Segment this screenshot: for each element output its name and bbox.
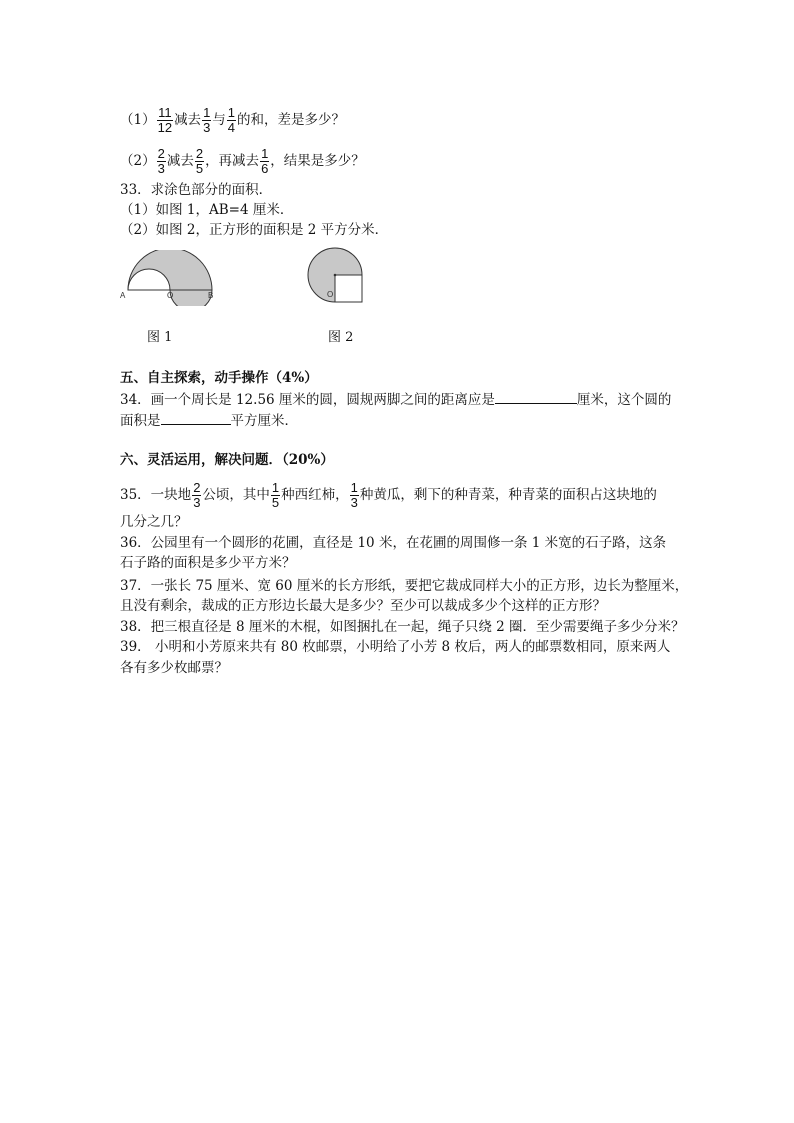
q37-line2: 且没有剩余，裁成的正方形边长最大是多少？至少可以裁成多少个这样的正方形？ [120, 598, 606, 614]
q36-line1: 36．公园里有一个圆形的花圃，直径是 10 米，在花圃的周围修一条 1 米宽的石子路，这条 [120, 535, 667, 551]
label-a: A [120, 291, 126, 300]
label-o: O [327, 290, 334, 299]
q32-part1: （1） $\frac{11}{12}$ 减去 $\frac{1}{3}$ 与 $\frac{1}{4}$ 的和，差是多少？ [120, 105, 346, 135]
q37-line1: 37．一张长 75 厘米、宽 60 厘米的长方形纸，要把它裁成同样大小的正方形，边长为整厘米， [120, 578, 689, 594]
section6-heading: 六、灵活运用，解决问题．（20%） [120, 452, 334, 468]
q39-line2: 各有多少枚邮票？ [120, 660, 228, 676]
fraction: $\frac{2}{3}$ [193, 480, 201, 510]
q38: 38．把三根直径是 8 厘米的木棍，如图捆扎在一起，绳子只绕 2 圈．至少需要绳子多少分米？ [120, 619, 685, 635]
answer-blank[interactable] [161, 410, 231, 425]
fraction: $\frac{11}{12}$ [157, 105, 173, 135]
fraction: $\frac{2}{5}$ [195, 146, 204, 176]
figure-2-caption: 图 2 [328, 330, 354, 345]
fraction: $\frac{1}{5}$ [271, 480, 280, 510]
q33-part2: （2）如图 2，正方形的面积是 2 平方分米． [120, 222, 389, 238]
figure-1-caption: 图 1 [147, 330, 173, 345]
small-semicircle-right [170, 290, 212, 306]
label-o: O [167, 291, 174, 300]
fraction: $\frac{1}{6}$ [261, 146, 269, 176]
section5-heading: 五、自主探索，动手操作（4%） [120, 370, 318, 386]
q35-line1: 35．一块地 $\frac{2}{3}$ 公顷，其中 $\frac{1}{5}$ 种西红柿， $\frac{1}{3}$ 种黄瓜，剩下的种青菜，种青菜的面积占这块地的 [120, 480, 657, 510]
q33-part1: （1）如图 1，AB=4 厘米． [120, 202, 294, 218]
q33-title: 33．求涂色部分的面积． [120, 182, 273, 198]
square [335, 275, 362, 302]
figure-1 [118, 250, 228, 306]
fraction: $\frac{1}{4}$ [227, 105, 236, 135]
figure-2 [300, 240, 370, 306]
q36-line2: 石子路的面积是多少平方米？ [120, 555, 296, 571]
q34-line1: 34．画一个周长是 12.56 厘米的圆，圆规两脚之间的距离应是 厘米，这个圆的 [120, 389, 671, 410]
fraction: $\frac{2}{3}$ [157, 146, 165, 176]
label-b: B [208, 291, 214, 300]
center-point [334, 274, 337, 277]
q34-line2: 面积是 平方厘米． [120, 410, 298, 431]
fraction: $\frac{1}{3}$ [350, 480, 358, 510]
answer-blank[interactable] [495, 389, 577, 404]
q32-part2: （2） $\frac{2}{3}$ 减去 $\frac{2}{5}$ ，再减去 $\frac{1}{6}$ ，结果是多少？ [120, 146, 365, 176]
q35-line2: 几分之几？ [120, 514, 188, 530]
fraction: $\frac{1}{3}$ [203, 105, 211, 135]
q39-line1: 39． 小明和小芳原来共有 80 枚邮票，小明给了小芳 8 枚后，两人的邮票数相同，原来两人 [120, 639, 671, 655]
